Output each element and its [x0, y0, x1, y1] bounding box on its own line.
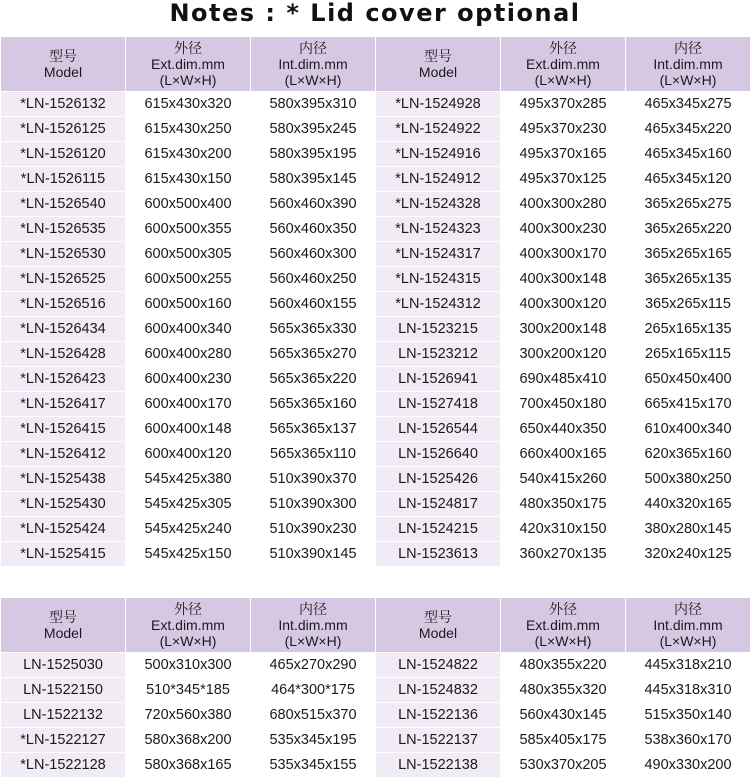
ext-dim-cell: 420x310x150: [501, 517, 626, 542]
int-dim-cell: 365x265x165: [626, 242, 750, 267]
int-dim-cell: 365x265x220: [626, 217, 750, 242]
int-dim-cell: 365x265x135: [626, 267, 750, 292]
ext-dim-header: 外径 Ext.dim.mm (L×W×H): [501, 37, 626, 92]
int-dim-cell: 465x345x275: [626, 92, 750, 117]
model-cell: LN-1524822: [376, 653, 501, 678]
model-cell: LN-1522138: [376, 753, 501, 778]
spec-table-2: [0, 597, 750, 778]
model-cell: *LN-1526115: [1, 167, 126, 192]
ext-dim-cell: 600x400x120: [126, 442, 251, 467]
int-dim-header: 内径 Int.dim.mm (L×W×H): [626, 598, 750, 653]
model-cell: *LN-1526125: [1, 117, 126, 142]
table-row: [1, 517, 750, 542]
int-dim-cell: 465x345x220: [626, 117, 750, 142]
int-dim-cell: 490x330x200: [626, 753, 750, 778]
model-cell: *LN-1524312: [376, 292, 501, 317]
int-dim-cell: 610x400x340: [626, 417, 750, 442]
model-cell: *LN-1526417: [1, 392, 126, 417]
model-cell: LN-1523613: [376, 542, 501, 567]
ext-dim-cell: 600x500x400: [126, 192, 251, 217]
int-dim-cell: 565x365x270: [251, 342, 376, 367]
ext-dim-cell: 495x370x165: [501, 142, 626, 167]
model-cell: *LN-1524323: [376, 217, 501, 242]
model-cell: *LN-1524328: [376, 192, 501, 217]
int-dim-cell: 510x390x370: [251, 467, 376, 492]
int-dim-cell: 565x365x220: [251, 367, 376, 392]
ext-dim-cell: 545x425x380: [126, 467, 251, 492]
ext-dim-cell: 700x450x180: [501, 392, 626, 417]
model-cell: *LN-1526516: [1, 292, 126, 317]
model-cell: LN-1523215: [376, 317, 501, 342]
page-title: Notes : * Lid cover optional: [0, 0, 750, 30]
int-dim-cell: 560x460x250: [251, 267, 376, 292]
table-row: [1, 317, 750, 342]
int-dim-cell: 265x165x115: [626, 342, 750, 367]
model-cell: *LN-1526428: [1, 342, 126, 367]
ext-dim-cell: 510*345*185: [126, 678, 251, 703]
model-cell: *LN-1525424: [1, 517, 126, 542]
model-cell: *LN-1522128: [1, 753, 126, 778]
table-row: [1, 492, 750, 517]
table-row: [1, 467, 750, 492]
int-dim-cell: 465x345x160: [626, 142, 750, 167]
int-dim-cell: 365x265x275: [626, 192, 750, 217]
model-cell: LN-1522136: [376, 703, 501, 728]
int-dim-cell: 445x318x310: [626, 678, 750, 703]
ext-dim-cell: 600x400x230: [126, 367, 251, 392]
ext-dim-cell: 400x300x148: [501, 267, 626, 292]
int-dim-cell: 665x415x170: [626, 392, 750, 417]
model-cell: *LN-1524922: [376, 117, 501, 142]
ext-dim-cell: 480x350x175: [501, 492, 626, 517]
int-dim-cell: 510x390x230: [251, 517, 376, 542]
ext-dim-cell: 660x400x165: [501, 442, 626, 467]
model-cell: LN-1524817: [376, 492, 501, 517]
ext-dim-cell: 540x415x260: [501, 467, 626, 492]
ext-dim-cell: 580x368x200: [126, 728, 251, 753]
model-header: 型号 Model: [1, 37, 126, 92]
ext-dim-cell: 580x368x165: [126, 753, 251, 778]
ext-dim-cell: 400x300x120: [501, 292, 626, 317]
table-row: [1, 242, 750, 267]
model-cell: *LN-1526412: [1, 442, 126, 467]
model-cell: LN-1523212: [376, 342, 501, 367]
ext-dim-cell: 360x270x135: [501, 542, 626, 567]
ext-dim-cell: 400x300x280: [501, 192, 626, 217]
ext-dim-cell: 600x500x160: [126, 292, 251, 317]
int-dim-cell: 510x390x145: [251, 542, 376, 567]
model-cell: *LN-1526415: [1, 417, 126, 442]
model-header: 型号 Model: [1, 598, 126, 653]
table-header-row: [1, 598, 750, 653]
model-cell: *LN-1526434: [1, 317, 126, 342]
int-dim-cell: 538x360x170: [626, 728, 750, 753]
model-cell: LN-1522150: [1, 678, 126, 703]
ext-dim-header: 外径 Ext.dim.mm (L×W×H): [126, 37, 251, 92]
table-row: [1, 753, 750, 778]
model-cell: *LN-1524315: [376, 267, 501, 292]
table-row: [1, 678, 750, 703]
int-dim-cell: 465x345x120: [626, 167, 750, 192]
int-dim-cell: 440x320x165: [626, 492, 750, 517]
model-cell: *LN-1526540: [1, 192, 126, 217]
table-row: [1, 542, 750, 567]
table-row: [1, 442, 750, 467]
int-dim-cell: 380x280x145: [626, 517, 750, 542]
table-header-row: [1, 37, 750, 92]
table-body: [1, 653, 750, 778]
ext-dim-cell: 500x310x300: [126, 653, 251, 678]
model-cell: LN-1526941: [376, 367, 501, 392]
int-dim-cell: 565x365x160: [251, 392, 376, 417]
model-cell: *LN-1524928: [376, 92, 501, 117]
table-body: [1, 92, 750, 567]
model-cell: *LN-1524916: [376, 142, 501, 167]
model-header: 型号 Model: [376, 37, 501, 92]
ext-dim-cell: 585x405x175: [501, 728, 626, 753]
ext-dim-cell: 600x400x170: [126, 392, 251, 417]
table-row: [1, 703, 750, 728]
model-cell: *LN-1526530: [1, 242, 126, 267]
model-cell: *LN-1526120: [1, 142, 126, 167]
int-dim-cell: 580x395x195: [251, 142, 376, 167]
model-cell: *LN-1525438: [1, 467, 126, 492]
int-dim-cell: 535x345x195: [251, 728, 376, 753]
table-row: [1, 217, 750, 242]
table-row: [1, 92, 750, 117]
model-cell: LN-1527418: [376, 392, 501, 417]
int-dim-cell: 265x165x135: [626, 317, 750, 342]
table-row: [1, 367, 750, 392]
table-row: [1, 142, 750, 167]
int-dim-cell: 580x395x245: [251, 117, 376, 142]
model-cell: LN-1525030: [1, 653, 126, 678]
ext-dim-cell: 480x355x320: [501, 678, 626, 703]
int-dim-cell: 560x460x350: [251, 217, 376, 242]
ext-dim-cell: 545x425x305: [126, 492, 251, 517]
int-dim-header: 内径 Int.dim.mm (L×W×H): [251, 37, 376, 92]
int-dim-cell: 445x318x210: [626, 653, 750, 678]
ext-dim-cell: 615x430x150: [126, 167, 251, 192]
int-dim-cell: 464*300*175: [251, 678, 376, 703]
ext-dim-cell: 600x400x280: [126, 342, 251, 367]
int-dim-cell: 580x395x310: [251, 92, 376, 117]
ext-dim-cell: 495x370x285: [501, 92, 626, 117]
int-dim-cell: 565x365x330: [251, 317, 376, 342]
model-cell: *LN-1526535: [1, 217, 126, 242]
model-cell: LN-1522132: [1, 703, 126, 728]
model-cell: *LN-1524912: [376, 167, 501, 192]
ext-dim-header: 外径 Ext.dim.mm (L×W×H): [501, 598, 626, 653]
int-dim-cell: 565x365x110: [251, 442, 376, 467]
ext-dim-cell: 400x300x170: [501, 242, 626, 267]
ext-dim-cell: 495x370x230: [501, 117, 626, 142]
int-dim-header: 内径 Int.dim.mm (L×W×H): [626, 37, 750, 92]
table-row: [1, 167, 750, 192]
int-dim-cell: 650x450x400: [626, 367, 750, 392]
ext-dim-header: 外径 Ext.dim.mm (L×W×H): [126, 598, 251, 653]
ext-dim-cell: 300x200x120: [501, 342, 626, 367]
int-dim-cell: 560x460x155: [251, 292, 376, 317]
ext-dim-cell: 600x500x305: [126, 242, 251, 267]
int-dim-cell: 320x240x125: [626, 542, 750, 567]
int-dim-cell: 500x380x250: [626, 467, 750, 492]
spec-table-1: [0, 36, 750, 567]
ext-dim-cell: 615x430x320: [126, 92, 251, 117]
model-cell: LN-1524215: [376, 517, 501, 542]
model-cell: LN-1522137: [376, 728, 501, 753]
table-row: [1, 117, 750, 142]
model-cell: LN-1526640: [376, 442, 501, 467]
table-row: [1, 653, 750, 678]
table-row: [1, 392, 750, 417]
int-dim-cell: 535x345x155: [251, 753, 376, 778]
ext-dim-cell: 545x425x240: [126, 517, 251, 542]
table-row: [1, 728, 750, 753]
table-row: [1, 267, 750, 292]
int-dim-cell: 465x270x290: [251, 653, 376, 678]
ext-dim-cell: 300x200x148: [501, 317, 626, 342]
model-cell: LN-1526544: [376, 417, 501, 442]
ext-dim-cell: 615x430x200: [126, 142, 251, 167]
table-row: [1, 292, 750, 317]
int-dim-cell: 365x265x115: [626, 292, 750, 317]
table-row: [1, 417, 750, 442]
model-cell: *LN-1526525: [1, 267, 126, 292]
model-header: 型号 Model: [376, 598, 501, 653]
ext-dim-cell: 545x425x150: [126, 542, 251, 567]
int-dim-cell: 580x395x145: [251, 167, 376, 192]
ext-dim-cell: 690x485x410: [501, 367, 626, 392]
model-cell: LN-1525426: [376, 467, 501, 492]
model-cell: LN-1524832: [376, 678, 501, 703]
model-cell: *LN-1525430: [1, 492, 126, 517]
ext-dim-cell: 600x500x255: [126, 267, 251, 292]
ext-dim-cell: 720x560x380: [126, 703, 251, 728]
int-dim-cell: 620x365x160: [626, 442, 750, 467]
ext-dim-cell: 560x430x145: [501, 703, 626, 728]
int-dim-cell: 510x390x300: [251, 492, 376, 517]
model-cell: *LN-1526423: [1, 367, 126, 392]
ext-dim-cell: 530x370x205: [501, 753, 626, 778]
int-dim-cell: 515x350x140: [626, 703, 750, 728]
int-dim-cell: 560x460x390: [251, 192, 376, 217]
ext-dim-cell: 400x300x230: [501, 217, 626, 242]
int-dim-header: 内径 Int.dim.mm (L×W×H): [251, 598, 376, 653]
ext-dim-cell: 650x440x350: [501, 417, 626, 442]
ext-dim-cell: 480x355x220: [501, 653, 626, 678]
model-cell: *LN-1522127: [1, 728, 126, 753]
int-dim-cell: 565x365x137: [251, 417, 376, 442]
ext-dim-cell: 615x430x250: [126, 117, 251, 142]
table-row: [1, 342, 750, 367]
ext-dim-cell: 495x370x125: [501, 167, 626, 192]
model-cell: *LN-1526132: [1, 92, 126, 117]
model-cell: *LN-1524317: [376, 242, 501, 267]
ext-dim-cell: 600x500x355: [126, 217, 251, 242]
ext-dim-cell: 600x400x340: [126, 317, 251, 342]
ext-dim-cell: 600x400x148: [126, 417, 251, 442]
int-dim-cell: 680x515x370: [251, 703, 376, 728]
table-row: [1, 192, 750, 217]
model-cell: *LN-1525415: [1, 542, 126, 567]
int-dim-cell: 560x460x300: [251, 242, 376, 267]
